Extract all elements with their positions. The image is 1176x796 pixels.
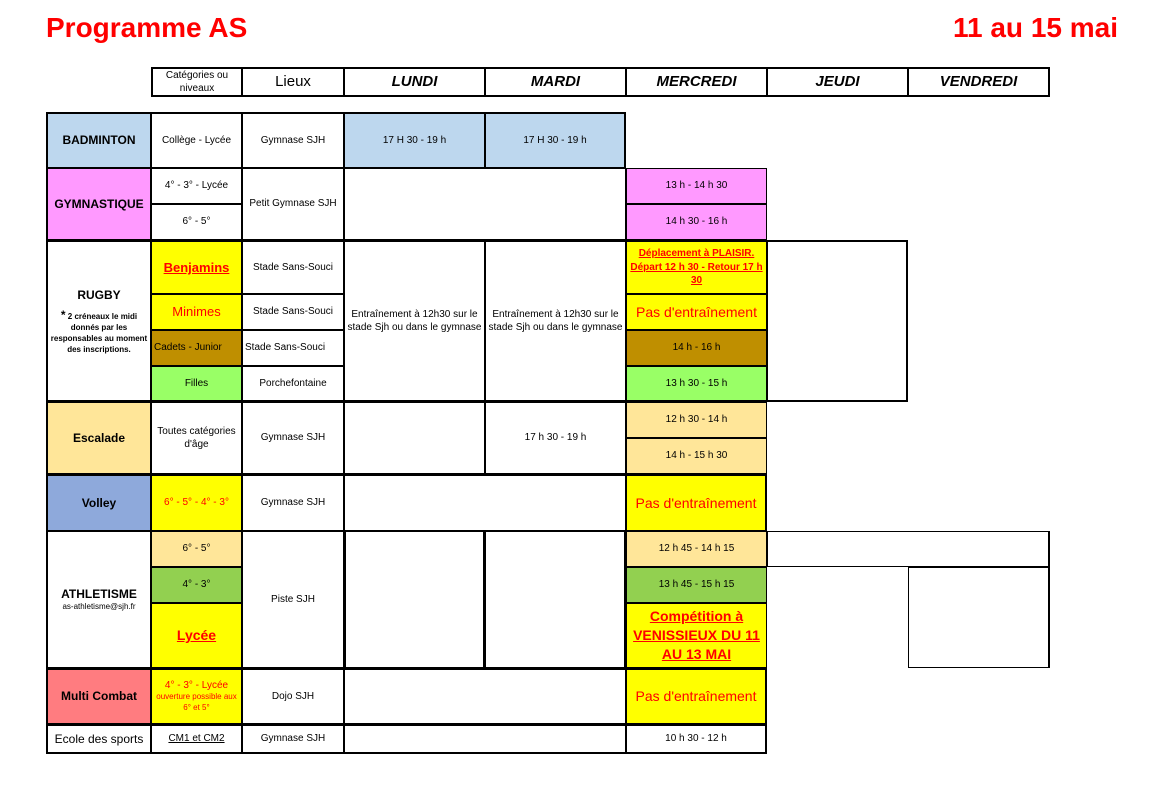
header-lieux: Lieux xyxy=(242,67,344,97)
rugby-mer-minimes: Pas d'entraînement xyxy=(626,294,767,330)
multicombat-mercredi: Pas d'entraînement xyxy=(626,668,767,724)
escalade-mer-1: 12 h 30 - 14 h xyxy=(626,402,767,438)
sport-athletisme xyxy=(46,531,151,668)
rugby-mer-benjamins: Déplacement à PLAISIR. Départ 12 h 30 - Retour 17 h 30 xyxy=(626,240,767,294)
athletisme-lundi xyxy=(344,531,485,668)
escalade-categorie: Toutes catégories d'âge xyxy=(151,402,242,474)
gymnastique-lieu: Petit Gymnase SJH xyxy=(242,168,344,240)
rugby-cat-benjamins: Benjamins xyxy=(151,240,242,294)
multicombat-lieu: Dojo SJH xyxy=(242,668,344,724)
badminton-mardi: 17 H 30 - 19 h xyxy=(485,112,626,168)
gymnastique-cat-2: 6° - 5° xyxy=(151,204,242,240)
escalade-mer-2: 14 h - 15 h 30 xyxy=(626,438,767,474)
sport-volley: Volley xyxy=(46,474,151,531)
sport-rugby xyxy=(46,240,151,402)
multicombat-cat-line2: ouverture possible aux 6° et 5° xyxy=(156,692,237,713)
header-vendredi: VENDREDI xyxy=(908,67,1050,97)
athletisme-lieu: Piste SJH xyxy=(242,531,344,668)
rugby-lieu-cadets: Stade Sans-Souci xyxy=(242,330,344,366)
volley-lundi-mardi xyxy=(344,474,626,531)
rugby-note: * 2 créneaux le midi donnés par les responsables au moment des inscriptions. xyxy=(50,307,148,354)
rugby-jeudi xyxy=(767,240,908,402)
rugby-lieu-benjamins: Stade Sans-Souci xyxy=(242,240,344,294)
athletisme-mer-2: 13 h 45 - 15 h 15 xyxy=(626,567,767,603)
athletisme-cat-1: 6° - 5° xyxy=(151,531,242,567)
badminton-lieu: Gymnase SJH xyxy=(242,112,344,168)
athletisme-mer-1: 12 h 45 - 14 h 15 xyxy=(626,531,767,567)
rugby-cat-filles: Filles xyxy=(151,366,242,402)
sport-multicombat: Multi Combat xyxy=(46,668,151,724)
header-jeudi: JEUDI xyxy=(767,67,908,97)
volley-lieu: Gymnase SJH xyxy=(242,474,344,531)
rugby-mer-cadets: 14 h - 16 h xyxy=(626,330,767,366)
athletisme-cat-2: 4° - 3° xyxy=(151,567,242,603)
multicombat-categorie xyxy=(151,668,242,724)
escalade-lieu: Gymnase SJH xyxy=(242,402,344,474)
rugby-lundi: Entraînement à 12h30 sur le stade Sjh ou dans le gymnase xyxy=(344,240,485,402)
header-mercredi: MERCREDI xyxy=(626,67,767,97)
rugby-mardi: Entraînement à 12h30 sur le stade Sjh ou dans le gymnase xyxy=(485,240,626,402)
athletisme-sport-label: ATHLETISME xyxy=(61,587,137,601)
rugby-lieu-filles: Porchefontaine xyxy=(242,366,344,402)
ecole-lieu: Gymnase SJH xyxy=(242,724,344,754)
multicombat-lundi-mardi xyxy=(344,668,626,724)
rugby-cat-cadets: Cadets - Junior xyxy=(151,330,242,366)
badminton-categorie: Collège - Lycée xyxy=(151,112,242,168)
volley-categorie: 6° - 5° - 4° - 3° xyxy=(151,474,242,531)
badminton-lundi: 17 H 30 - 19 h xyxy=(344,112,485,168)
gymnastique-lundi-mardi xyxy=(344,168,626,240)
gymnastique-mer-2: 14 h 30 - 16 h xyxy=(626,204,767,240)
sport-ecole: Ecole des sports xyxy=(46,724,151,754)
gymnastique-mer-1: 13 h - 14 h 30 xyxy=(626,168,767,204)
rugby-lieu-minimes: Stade Sans-Souci xyxy=(242,294,344,330)
header-mardi: MARDI xyxy=(485,67,626,97)
rugby-sport-label: RUGBY xyxy=(77,287,121,302)
page-title: Programme AS xyxy=(46,12,248,43)
date-range-title: 11 au 15 mai xyxy=(952,12,1118,43)
ecole-categorie: CM1 et CM2 xyxy=(151,724,242,754)
header-lundi: LUNDI xyxy=(344,67,485,97)
ecole-mercredi: 10 h 30 - 12 h xyxy=(626,724,767,754)
sport-badminton: BADMINTON xyxy=(46,112,151,168)
sport-escalade: Escalade xyxy=(46,402,151,474)
header-categories: Catégories ou niveaux xyxy=(151,67,242,97)
athletisme-mardi xyxy=(485,531,626,668)
multicombat-cat-line1: 4° - 3° - Lycée xyxy=(164,679,229,691)
ecole-lundi-mardi xyxy=(344,724,626,754)
volley-mercredi: Pas d'entraînement xyxy=(626,474,767,531)
gymnastique-cat-1: 4° - 3° - Lycée xyxy=(151,168,242,204)
athletisme-mer-3: Compétition à VENISSIEUX DU 11 AU 13 MAI xyxy=(626,603,767,668)
escalade-mardi: 17 h 30 - 19 h xyxy=(485,402,626,474)
athletisme-jeudi-vendredi xyxy=(767,531,1050,567)
escalade-lundi xyxy=(344,402,485,474)
rugby-mer-filles: 13 h 30 - 15 h xyxy=(626,366,767,402)
athletisme-email: as-athletisme@sjh.fr xyxy=(62,602,136,612)
rugby-cat-minimes: Minimes xyxy=(151,294,242,330)
athletisme-vendredi xyxy=(908,567,1050,668)
sport-gymnastique: GYMNASTIQUE xyxy=(46,168,151,240)
athletisme-cat-3: Lycée xyxy=(151,603,242,668)
